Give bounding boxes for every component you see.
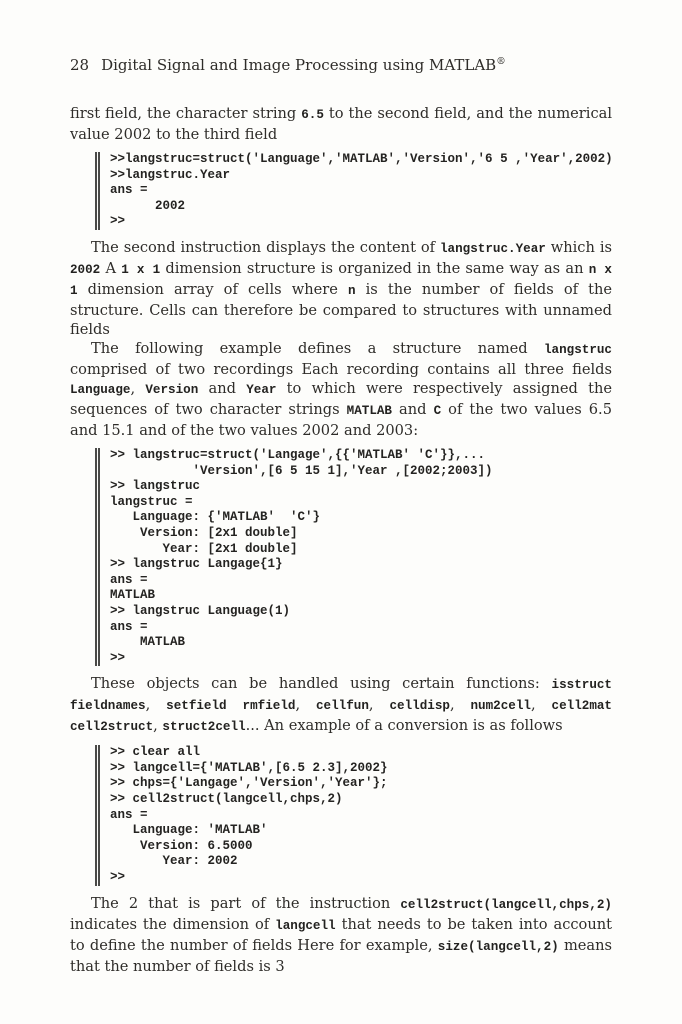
code-line: >> [110, 214, 126, 229]
code-line: ans = [110, 183, 148, 198]
inline-code: cell2mat [551, 699, 612, 714]
inline-code: cell2struct(langcell,chps,2) [400, 897, 612, 912]
registered-trademark-symbol: ® [496, 56, 506, 67]
code-line: >> langstruc [110, 479, 201, 494]
paragraph-second-instruction [70, 238, 612, 339]
text-run: The second instruction displays the content of [91, 238, 440, 256]
code-listing-langstruc-two-recordings [95, 448, 612, 666]
code-line: >> [110, 870, 126, 885]
inline-code: C [433, 403, 442, 418]
code-line: >> clear all [110, 745, 201, 760]
inline-code: celldisp [389, 699, 450, 714]
text-run: , [153, 717, 163, 735]
text-run: and [392, 400, 434, 418]
code-line: Year: [2x1 double] [110, 541, 298, 556]
inline-code: rmfield [242, 699, 296, 714]
code-listing-struct-example [95, 152, 612, 230]
inline-code: cellfun [316, 699, 369, 714]
text-run: , [145, 696, 167, 714]
inline-code: setfield [166, 699, 227, 714]
code-line: ans = [110, 807, 148, 822]
inline-code: Language [70, 382, 131, 397]
text-run: indicates the dimension of [70, 915, 276, 933]
code-line: Language: 'MATLAB' [110, 823, 268, 838]
inline-code: num2cell [470, 699, 531, 714]
code-line: 2002 [110, 198, 186, 213]
inline-code: fieldnames [70, 699, 146, 714]
text-run: These objects can be handled using certain functions: [91, 675, 552, 693]
text-run: , [530, 696, 552, 714]
code-line: 'Version',[6 5 15 1],'Year ,[2002;2003]) [110, 463, 493, 478]
inline-code: langstruc.Year [440, 241, 546, 256]
code-line: >> [110, 650, 126, 665]
text-run: , [130, 379, 146, 397]
code-line: langstruc = [110, 494, 193, 509]
text-run: The 2 that is part of the instruction [91, 894, 401, 912]
text-run: to the second field, and the numerical value 2002 to the third field [70, 105, 612, 143]
code-listing-cell2struct-conversion [95, 745, 612, 885]
text-run: dimension structure is organized in the same way as an [160, 259, 589, 277]
paragraph-cell2struct-explanation [70, 894, 612, 976]
code-line: MATLAB [110, 635, 186, 650]
running-header [70, 56, 612, 75]
running-head-title: Digital Signal and Image Processing using MATLAB [101, 56, 497, 74]
text-run: The following example defines a structure named [91, 339, 544, 357]
text-run: , [368, 696, 390, 714]
inline-code: 1 x 1 [121, 262, 161, 277]
code-line: MATLAB [110, 588, 156, 603]
text-run: , [295, 696, 316, 714]
code-line: >>langstruc=struct('Language','MATLAB','Version','6 5 ,'Year',2002) [110, 152, 613, 166]
code-line: >> langstruc Langage{1} [110, 557, 283, 572]
code-line: >> langcell={'MATLAB',[6.5 2.3],2002} [110, 760, 388, 775]
paragraph-continuation [70, 104, 612, 144]
text-run: dimension array of cells where [77, 280, 348, 298]
code-line: >> cell2struct(langcell,chps,2) [110, 792, 343, 807]
inline-code: Year [246, 382, 277, 397]
text-run: of the two values 6.5 and 15.1 and of the two values 2002 and 2003: [70, 400, 612, 439]
inline-code: cell2struct [70, 720, 154, 735]
text-run: ... An example of a conversion is as follows [245, 717, 563, 735]
code-line: >>langstruc.Year [110, 167, 231, 182]
code-line: ans = [110, 619, 148, 634]
text-run: comprised of two recordings Each recording contains all three fields [70, 360, 612, 378]
code-line: ans = [110, 572, 148, 587]
paragraph-functions-list [70, 674, 612, 737]
code-line: Language: {'MATLAB' 'C'} [110, 510, 321, 525]
inline-code: n x 1 [70, 262, 612, 298]
text-run: is the number of fields of the structure. Cells can therefore be compared to structures with unnamed fields [70, 280, 613, 338]
code-line: >> langstruc Language(1) [110, 603, 291, 618]
text-run: first field, the character string [70, 105, 302, 122]
code-line: >> langstruc=struct('Langage',{{'MATLAB' 'C'}},... [110, 447, 486, 462]
inline-code: MATLAB [346, 403, 392, 418]
inline-code: struct2cell [162, 720, 246, 735]
text-run: and [198, 379, 247, 397]
text-run: to which were respectively assigned the sequences of two character strings [70, 379, 612, 418]
text-run: , [449, 696, 471, 714]
text-run: which is [545, 238, 612, 256]
code-line: Version: 6.5000 [110, 838, 253, 853]
inline-code: isstruct [551, 678, 612, 693]
text-run: means that the number of fields is 3 [70, 936, 613, 975]
text-run: A [100, 259, 122, 277]
inline-code: langcell [275, 918, 336, 933]
code-line: Year: 2002 [110, 854, 238, 869]
inline-code: langstruc [543, 342, 612, 357]
code-line: Version: [2x1 double] [110, 525, 298, 540]
code-line: >> chps={'Langage','Version','Year'}; [110, 776, 388, 791]
inline-code: Version [145, 382, 199, 397]
text-run: that needs to be taken into account to define the number of fields Here for example, [70, 915, 613, 954]
page-number: 28 [70, 56, 90, 74]
inline-code: size(langcell,2) [437, 939, 559, 954]
inline-code: 6.5 [301, 108, 324, 122]
text-run [227, 696, 243, 713]
paragraph-following-example [70, 339, 612, 440]
inline-code: n [347, 283, 356, 298]
inline-code: 2002 [70, 262, 101, 277]
